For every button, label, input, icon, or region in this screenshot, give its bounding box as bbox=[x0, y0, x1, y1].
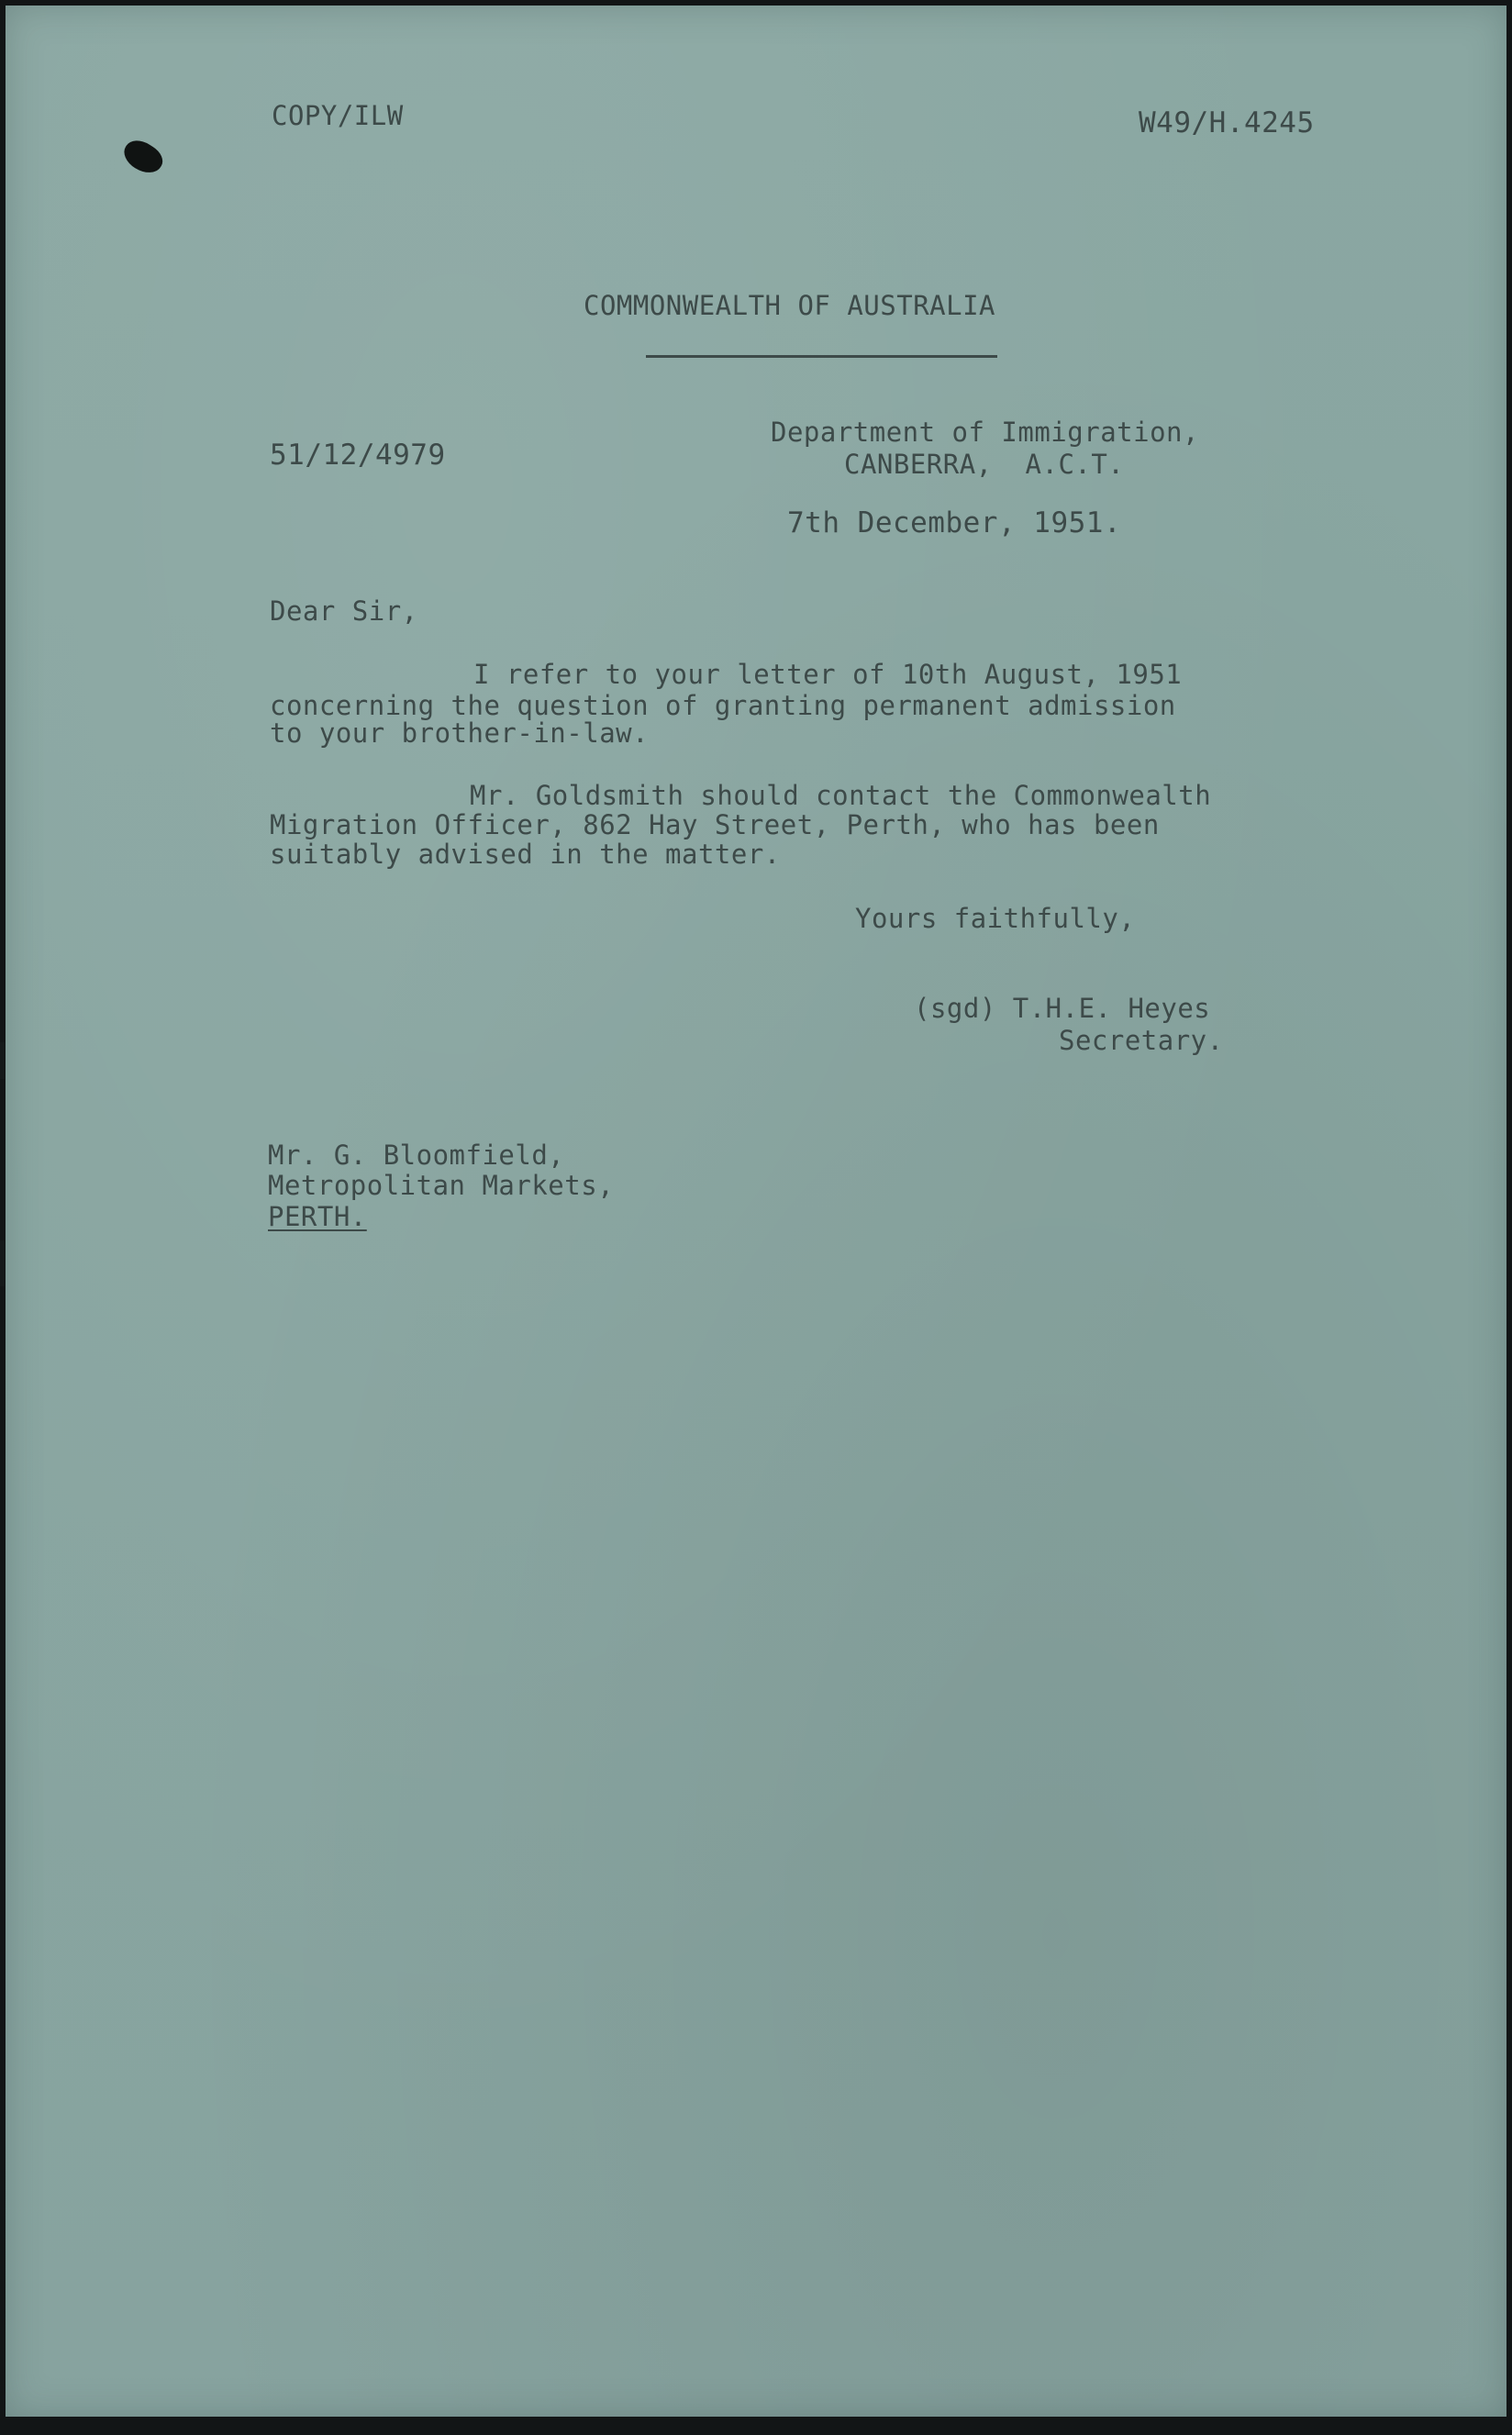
recipient-organisation: Metropolitan Markets, bbox=[268, 1170, 615, 1201]
letterhead-title: COMMONWEALTH OF AUSTRALIA bbox=[584, 290, 995, 321]
salutation: Dear Sir, bbox=[270, 595, 418, 627]
signature-name: (sgd) T.H.E. Heyes bbox=[914, 993, 1211, 1024]
file-reference: W49/H.4245 bbox=[1139, 106, 1315, 139]
sender-location: CANBERRA, A.C.T. bbox=[844, 449, 1125, 480]
scan-edge-mark bbox=[0, 1042, 5, 1079]
body-line: Mr. Goldsmith should contact the Commonwealth bbox=[470, 780, 1212, 811]
body-line: concerning the question of granting permanent admission bbox=[270, 690, 1176, 721]
recipient-city: PERTH. bbox=[268, 1201, 367, 1232]
recipient-name: Mr. G. Bloomfield, bbox=[268, 1140, 565, 1171]
letter-date: 7th December, 1951. bbox=[787, 506, 1122, 539]
reference-number: 51/12/4979 bbox=[270, 439, 446, 472]
body-line: to your brother-in-law. bbox=[270, 717, 650, 749]
letterhead-rule bbox=[646, 355, 997, 358]
body-line: Migration Officer, 862 Hay Street, Perth, who has been bbox=[270, 809, 1160, 840]
punch-hole-mark bbox=[118, 135, 167, 180]
body-line: I refer to your letter of 10th August, 1951 bbox=[473, 659, 1183, 690]
sender-department: Department of Immigration, bbox=[771, 417, 1199, 448]
copy-reference: COPY/ILW bbox=[272, 100, 404, 131]
body-line: suitably advised in the matter. bbox=[270, 839, 781, 870]
document-page bbox=[6, 6, 1506, 2417]
scan-edge-mark bbox=[0, 1240, 5, 1286]
signature-title: Secretary. bbox=[1059, 1025, 1224, 1056]
closing: Yours faithfully, bbox=[855, 903, 1136, 934]
